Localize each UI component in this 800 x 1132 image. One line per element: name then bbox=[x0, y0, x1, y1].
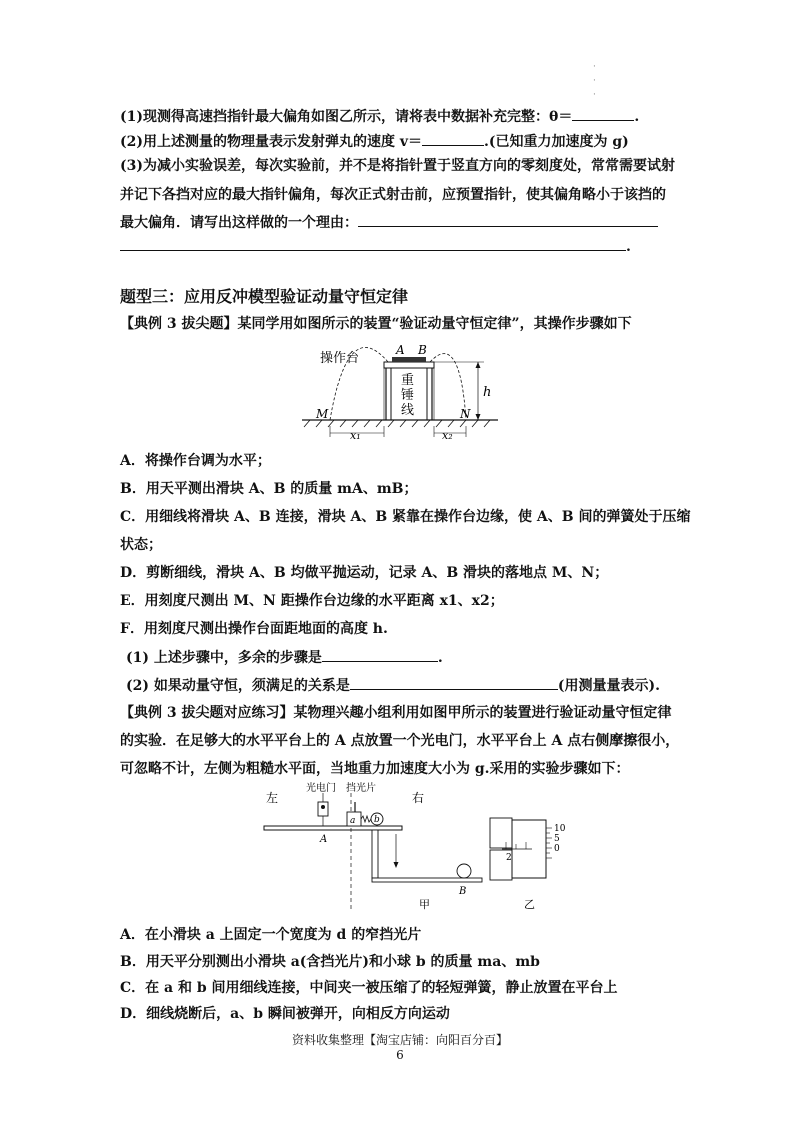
svg-text:甲: 甲 bbox=[419, 898, 430, 911]
page-number: 6 bbox=[396, 1048, 404, 1062]
ex3-step-e: E．用刻度尺测出 M、N 距操作台边缘的水平距离 x1、x2； bbox=[120, 593, 504, 609]
svg-text:右: 右 bbox=[412, 791, 425, 805]
ex3-step-f: F．用刻度尺测出操作台面距地面的高度 h. bbox=[120, 621, 388, 637]
example-3-title: 【典例 3 拔尖题】某同学用如图所示的装置“验证动量守恒定律”，其操作步骤如下 bbox=[120, 316, 632, 332]
answer-blank-4 bbox=[322, 647, 438, 662]
ex3-step-b: B．用天平测出滑块 A、B 的质量 mA、mB； bbox=[120, 481, 418, 497]
svg-text:N: N bbox=[460, 407, 471, 421]
question-3-line-3: 最大偏角．请写出这样做的一个理由： bbox=[120, 212, 658, 233]
svg-text:重: 重 bbox=[401, 373, 415, 388]
svg-text:x₁: x₁ bbox=[350, 429, 361, 440]
question-3-line-1: (3)为减小实验误差，每次实验前，并不是将指针置于竖直方向的零刻度处，常常需要试射 bbox=[120, 158, 675, 174]
svg-text:x₂: x₂ bbox=[442, 429, 453, 440]
svg-text:线: 线 bbox=[401, 403, 415, 418]
practice-step-d: D．细线烧断后，a、b 瞬间被弹开，向相反方向运动 bbox=[120, 1006, 450, 1022]
section-title: 题型三：应用反冲模型验证动量守恒定律 bbox=[120, 287, 409, 306]
photogate-diagram bbox=[256, 780, 576, 912]
svg-text:左: 左 bbox=[266, 791, 279, 805]
ex3-sub-question-2: (2) 如果动量守恒，须满足的关系是 (用测量量表示). bbox=[126, 675, 660, 696]
svg-text:B: B bbox=[459, 886, 467, 897]
ex3-step-a: A．将操作台调为水平； bbox=[120, 453, 271, 469]
svg-text:0: 0 bbox=[554, 844, 560, 854]
svg-text:挡光片: 挡光片 bbox=[346, 783, 376, 794]
practice-line-3: 可忽略不计，左侧为粗糙水平面，当地重力加速度大小为 g.采用的实验步骤如下： bbox=[120, 761, 630, 777]
answer-blank-5 bbox=[350, 675, 558, 690]
svg-text:10: 10 bbox=[554, 824, 566, 834]
practice-step-b: B．用天平分别测出小滑块 a(含挡光片)和小球 b 的质量 ma、mb bbox=[120, 954, 540, 970]
svg-text:锤: 锤 bbox=[401, 388, 415, 403]
ex3-step-c-cont: 状态； bbox=[120, 537, 162, 553]
margin-dots: · · · bbox=[593, 62, 596, 100]
svg-text:5: 5 bbox=[554, 834, 560, 844]
question-1: (1)现测得高速挡指针最大偏角如图乙所示，请将表中数据补充完整：θ＝ . bbox=[120, 106, 639, 127]
svg-text:操作台: 操作台 bbox=[320, 351, 360, 366]
svg-text:2: 2 bbox=[506, 853, 512, 863]
question-2: (2)用上述测量的物理量表示发射弹丸的速度 v＝ .(已知重力加速度为 g) bbox=[120, 131, 629, 152]
svg-text:B: B bbox=[418, 343, 427, 357]
svg-text:乙: 乙 bbox=[524, 898, 535, 911]
svg-text:A: A bbox=[320, 834, 328, 845]
platform-diagram bbox=[300, 340, 500, 440]
ex3-sub-question-1: (1) 上述步骤中，多余的步骤是 . bbox=[126, 647, 443, 668]
practice-line-1: 【典例 3 拔尖题对应练习】某物理兴趣小组利用如图甲所示的装置进行验证动量守恒定律 bbox=[120, 705, 672, 721]
answer-blank-2 bbox=[422, 131, 484, 146]
svg-text:光电门: 光电门 bbox=[306, 783, 336, 794]
question-3-line-2: 并记下各挡对应的最大指针偏角，每次正式射击前，应预置指针，使其偏角略小于该挡的 bbox=[120, 187, 666, 203]
answer-blank-3b bbox=[120, 236, 626, 251]
svg-text:b: b bbox=[374, 815, 380, 825]
practice-step-c: C．在 a 和 b 间用细线连接，中间夹一被压缩了的轻短弹簧，静止放置在平台上 bbox=[120, 980, 618, 996]
svg-text:h: h bbox=[483, 385, 492, 400]
svg-text:A: A bbox=[396, 343, 405, 357]
ex3-step-d: D．剪断细线，滑块 A、B 均做平抛运动，记录 A、B 滑块的落地点 M、N； bbox=[120, 565, 609, 581]
footer-source: 资料收集整理【淘宝店铺：向阳百分百】 bbox=[291, 1033, 508, 1047]
answer-blank-3 bbox=[358, 212, 658, 227]
practice-step-a: A．在小滑块 a 上固定一个宽度为 d 的窄挡光片 bbox=[120, 927, 422, 943]
question-3-line-4: . bbox=[120, 236, 631, 257]
practice-line-2: 的实验．在足够大的水平平台上的 A 点放置一个光电门，水平平台上 A 点右侧摩擦很小， bbox=[120, 733, 680, 749]
svg-text:a: a bbox=[350, 816, 356, 826]
ex3-step-c: C．用细线将滑块 A、B 连接，滑块 A、B 紧靠在操作台边缘，使 A、B 间的弹簧处于压缩 bbox=[120, 509, 691, 525]
answer-blank-1 bbox=[572, 106, 634, 121]
svg-text:M: M bbox=[316, 407, 329, 421]
